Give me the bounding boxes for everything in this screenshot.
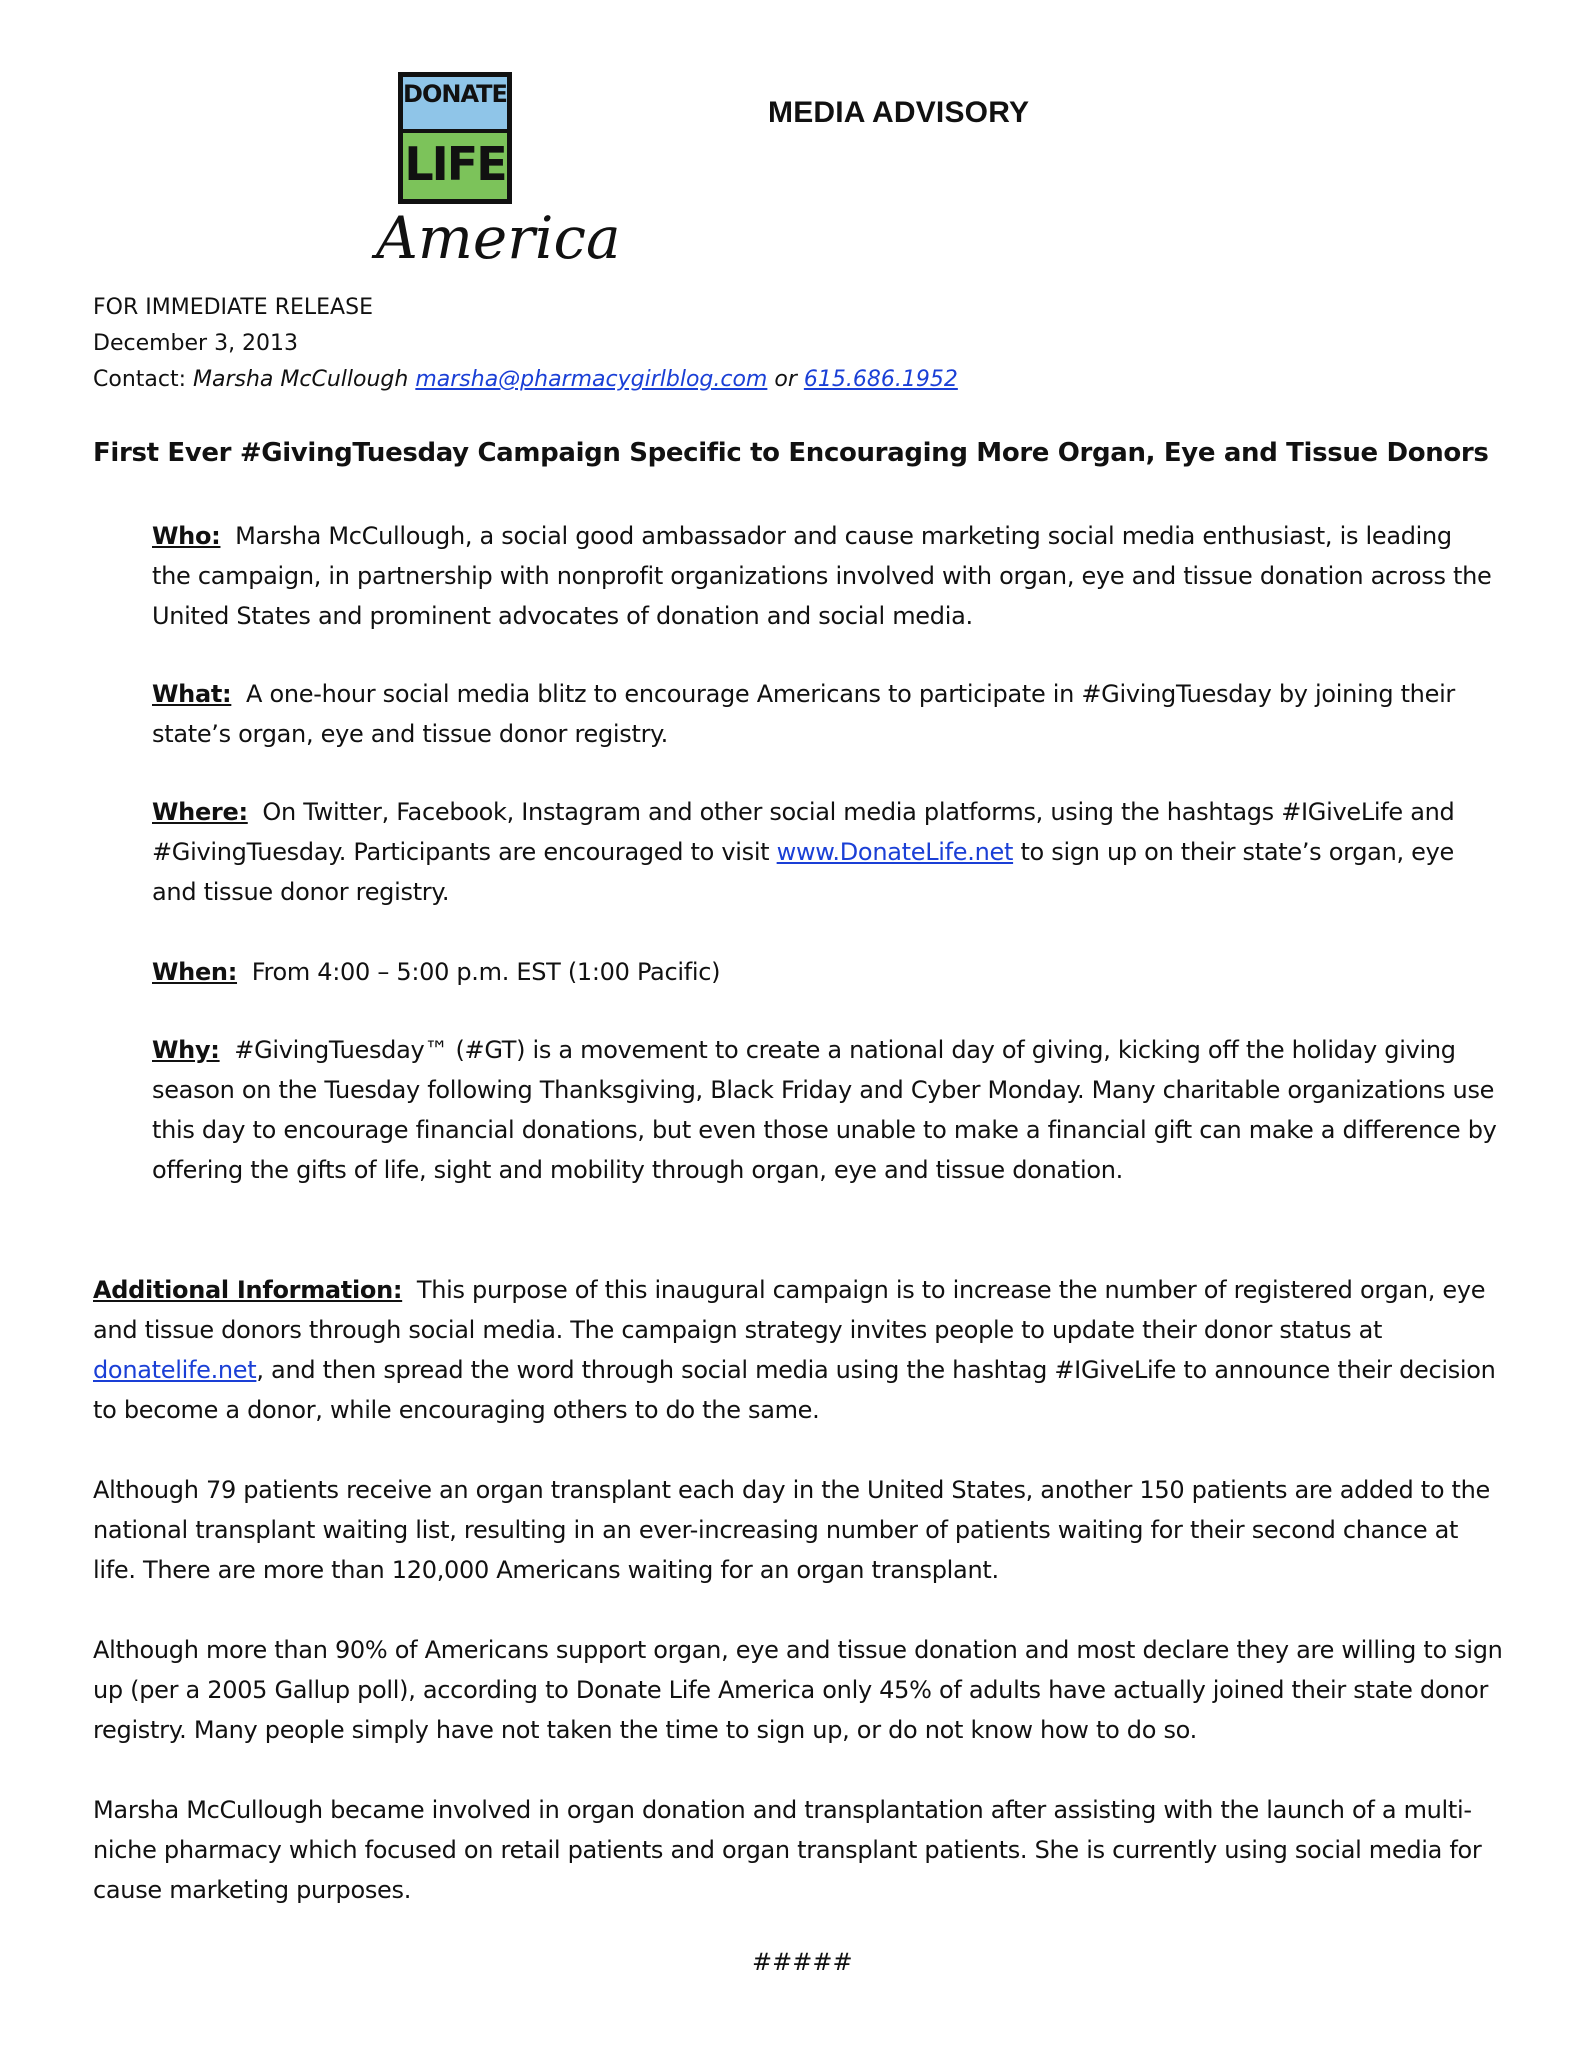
additional-information (93, 1270, 1503, 1430)
contact-phone-link[interactable]: 615.686.1952 (803, 367, 958, 392)
paragraph-about-marsha: Marsha McCullough became involved in organ donation and transplantation after assisting with the launch of a multi-niche pharmacy which focused on retail patients and organ transplant patients. She is currently using social media for cause marketing purposes. (93, 1796, 1482, 1904)
who-label: Who: (152, 522, 221, 550)
paragraph-registry-stats: Although more than 90% of Americans support organ, eye and tissue donation and most declare they are willing to sign up (per a 2005 Gallup poll), according to Donate Life America only 45% of adults have actually joined their state donor registry. Many people simply have not taken the time to sign up, or do not know how to do so. (93, 1636, 1503, 1744)
release-date: December 3, 2013 (93, 331, 299, 356)
logo-box (398, 72, 512, 204)
when-label: When: (152, 958, 238, 986)
section-why (152, 1030, 1497, 1190)
contact-name: Marsha McCullough (193, 367, 409, 392)
where-label: Where: (152, 798, 248, 826)
why-label: Why: (152, 1036, 220, 1064)
contact-line (93, 362, 958, 398)
additional-label: Additional Information: (93, 1276, 403, 1304)
logo-word-donate: DONATE (403, 80, 507, 108)
contact-email-link[interactable]: marsha@pharmacygirlblog.com (415, 367, 768, 392)
additional-text-after: , and then spread the word through social media using the hashtag #IGiveLife to announce their decision to become a donor, while encouraging others to do the same. (93, 1356, 1496, 1424)
document-title: First Ever #GivingTuesday Campaign Specific to Encouraging More Organ, Eye and Tissue Donors (93, 438, 1489, 468)
when-text: From 4:00 – 5:00 p.m. EST (1:00 Pacific) (251, 958, 721, 986)
donate-life-america-logo (370, 72, 650, 272)
release-line: FOR IMMEDIATE RELEASE (93, 295, 373, 320)
section-what (152, 674, 1497, 754)
where-text-after: to sign up on their state’s organ, eye and tissue donor registry. (152, 838, 1454, 906)
additional-text-before: This purpose of this inaugural campaign is to increase the number of registered organ, eye and tissue donors through social media. The campaign strategy invites people to update their donor status at (93, 1276, 1486, 1344)
section-who (152, 516, 1497, 636)
logo-top-panel (403, 77, 507, 133)
end-mark: ##### (752, 1948, 853, 1976)
donatelife-link[interactable]: donatelife.net (93, 1356, 257, 1384)
logo-word-life: LIFE (404, 137, 506, 191)
logo-script-america (370, 192, 650, 282)
release-meta (93, 290, 958, 398)
donatelife-www-link[interactable]: www.DonateLife.net (776, 838, 1014, 866)
contact-label: Contact: (93, 367, 187, 392)
paragraph-waiting-list: Although 79 patients receive an organ transplant each day in the United States, another 150 patients are added to the national transplant waiting list, resulting in an ever-increasing number of patients waiting for their second chance at life. There are more than 120,000 Americans waiting for an organ transplant. (93, 1476, 1491, 1584)
where-text-before: On Twitter, Facebook, Instagram and other social media platforms, using the hashtags #IGiveLife and #GivingTuesday. Participants are encouraged to visit (152, 798, 1455, 866)
section-where (152, 792, 1497, 912)
logo-bottom-panel (403, 133, 507, 199)
logo-script-text: America (376, 204, 621, 272)
who-text: Marsha McCullough, a social good ambassador and cause marketing social media enthusiast, is leading the campaign, in partnership with nonprofit organizations involved with organ, eye and tissue donation across the United States and prominent advocates of donation and social media. (152, 522, 1492, 630)
contact-or: or (774, 367, 797, 392)
what-label: What: (152, 680, 232, 708)
media-advisory-heading: MEDIA ADVISORY (768, 96, 1030, 129)
what-text: A one-hour social media blitz to encourage Americans to participate in #GivingTuesday by joining their state’s organ, eye and tissue donor registry. (152, 680, 1455, 748)
why-text: #GivingTuesday™ (#GT) is a movement to create a national day of giving, kicking off the holiday giving season on the Tuesday following Thanksgiving, Black Friday and Cyber Monday. Many charitable organizations use this day to encourage financial donations, but even those unable to make a financial gift can make a difference by offering the gifts of life, sight and mobility through organ, eye and tissue donation. (152, 1036, 1497, 1184)
section-when (152, 952, 1497, 992)
